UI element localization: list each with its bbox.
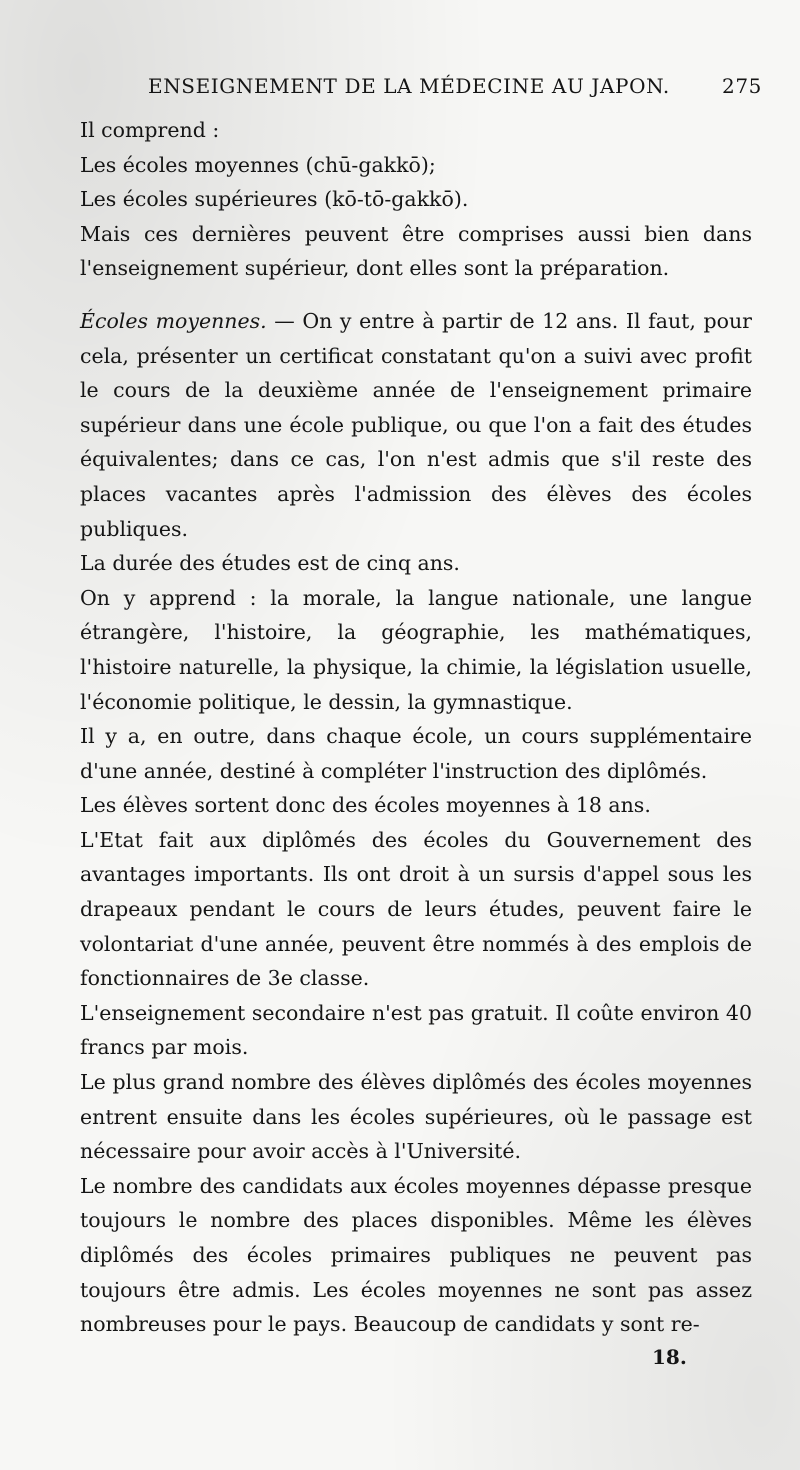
- paragraph: Le plus grand nombre des élèves diplômés des écoles moyennes entrent ensuite dans les écoles supérieures, où le passage est nécessaire pour avoir accès à l'Université.: [80, 1070, 752, 1164]
- paragraph: Mais ces dernières peuvent être comprises aussi bien dans l'enseignement supérieur, dont elles sont la préparation.: [80, 221, 752, 281]
- paragraph: Les écoles supérieures (kō-tō-gakkō).: [80, 187, 469, 212]
- signature-mark: 18.: [652, 1345, 687, 1369]
- running-title: ENSEIGNEMENT DE LA MÉDECINE AU JAPON.: [148, 74, 670, 98]
- paragraph: Les élèves sortent donc des écoles moyennes à 18 ans.: [80, 793, 651, 818]
- paragraph: Les écoles moyennes (chū-gakkō);: [80, 152, 436, 177]
- running-head: [148, 74, 768, 104]
- paragraph: Le nombre des candidats aux écoles moyennes dépasse presque toujours le nombre des places disponibles. Même les élèves diplômés des écoles primaires publiques ne peuvent pas toujours être admis. Les écoles moyennes ne sont pas assez nombreuses pour le pays. Beaucoup de candidats y sont re-: [80, 1173, 752, 1337]
- page-number: 275: [722, 74, 762, 98]
- paragraph: L'enseignement secondaire n'est pas gratuit. Il coûte environ 40 francs par mois.: [80, 1000, 752, 1060]
- paragraph: On y apprend : la morale, la langue nationale, une langue étrangère, l'histoire, la géographie, les mathématiques, l'histoire naturelle, la physique, la chimie, la législation usuelle, l'économie politique, le dessin, la gymnastique.: [80, 585, 752, 714]
- paragraph: Il y a, en outre, dans chaque école, un cours supplémentaire d'une année, destiné à compléter l'instruction des diplômés.: [80, 724, 752, 783]
- body-text: [80, 113, 752, 1342]
- paragraph: La durée des études est de cinq ans.: [80, 551, 460, 576]
- section-paragraph: [80, 304, 752, 546]
- section-heading: Écoles moyennes.: [80, 308, 267, 333]
- section-text: — On y entre à partir de 12 ans. Il faut, pour cela, présenter un certificat constatant qu'on a suivi avec profit le cours de la deuxième année de l'enseignement primaire supérieur dans une école publique, ou que l'on a fait des études équivalentes; dans ce cas, l'on n'est admis que s'il reste des places vacantes après l'admission des élèves des écoles publiques.: [80, 308, 752, 541]
- paragraph: L'Etat fait aux diplômés des écoles du Gouvernement des avantages importants. Ils ont droit à un sursis d'appel sous les drapeaux pendant le cours de leurs études, peuvent faire le volontariat d'une année, peuvent être nommés à des emplois de fonctionnaires de 3e classe.: [80, 827, 752, 991]
- paragraph: Il comprend :: [80, 118, 220, 142]
